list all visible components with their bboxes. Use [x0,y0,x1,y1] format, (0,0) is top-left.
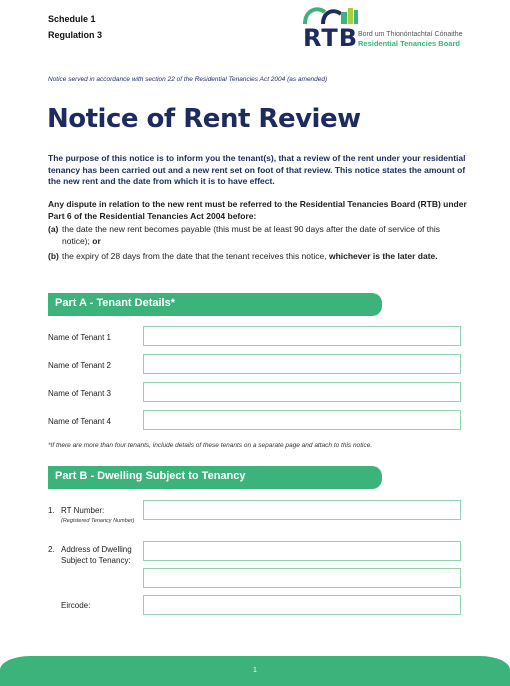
address-input-line2[interactable] [143,568,461,588]
page-title: Notice of Rent Review [47,104,361,134]
tenant-3-label: Name of Tenant 3 [48,389,112,398]
tenant-1-label: Name of Tenant 1 [48,333,112,342]
tenant-4-input[interactable] [143,410,461,430]
tenant-4-label: Name of Tenant 4 [48,417,112,426]
condition-item-a [48,224,468,247]
tenant-2-label: Name of Tenant 2 [48,361,112,370]
dispute-paragraph: Any dispute in relation to the new rent must be referred to the Residential Tenancies Board (RTB) under Part 6 of the Residential Tenancies Act 2004 before: [48,199,467,221]
item-text: the date the new rent becomes payable (this must be at least 90 days after the date of service of this notice); or [62,224,440,246]
condition-item-b [48,251,468,263]
rt-number-input[interactable] [143,500,461,520]
tenant-1-input[interactable] [143,326,461,346]
address-label-line1: Address of Dwelling [61,545,132,554]
logo-english-name: Residential Tenancies Board [358,39,460,48]
tenant-footnote: *If there are more than four tenants, include details of these tenants on a separate page and attach to this notice. [48,442,373,449]
part-b-heading-bar [48,466,382,489]
rt-number-sublabel: (Registered Tenancy Number) [61,518,135,524]
logo-text: RTB [303,24,359,52]
page-number: 1 [253,667,257,674]
house-arch-icon [303,4,363,26]
schedule-block [48,11,102,43]
rt-number-index: 1. [48,506,55,515]
item-label: (b) [48,251,59,261]
rt-number-label: RT Number: [61,506,105,515]
address-index: 2. [48,545,55,554]
schedule-label: Schedule 1 [48,14,96,24]
address-label-line2: Subject to Tenancy: [61,556,131,565]
rtb-logo [303,4,473,50]
tenant-2-input[interactable] [143,354,461,374]
tenant-3-input[interactable] [143,382,461,402]
item-text: the expiry of 28 days from the date that the tenant receives this notice, whichever is the later date. [62,251,438,261]
logo-irish-name: Bord um Thionóntachtaí Cónaithe [358,31,463,38]
purpose-paragraph: The purpose of this notice is to inform you the tenant(s), that a review of the rent under your residential tenancy has been carried out and a new rent set on foot of that review. This notice states the amount of the new rent and the date from which it is to have effect. [48,153,466,186]
eircode-input[interactable] [143,595,461,615]
part-b-heading: Part B - Dwelling Subject to Tenancy [55,470,246,482]
part-a-heading-bar [48,293,382,316]
notice-served-statement: Notice served in accordance with section 22 of the Residential Tenancies Act 2004 (as amended) [48,76,328,83]
part-a-heading: Part A - Tenant Details* [55,297,176,309]
eircode-label: Eircode: [61,601,91,610]
item-label: (a) [48,224,59,234]
regulation-label: Regulation 3 [48,30,103,40]
address-input-line1[interactable] [143,541,461,561]
